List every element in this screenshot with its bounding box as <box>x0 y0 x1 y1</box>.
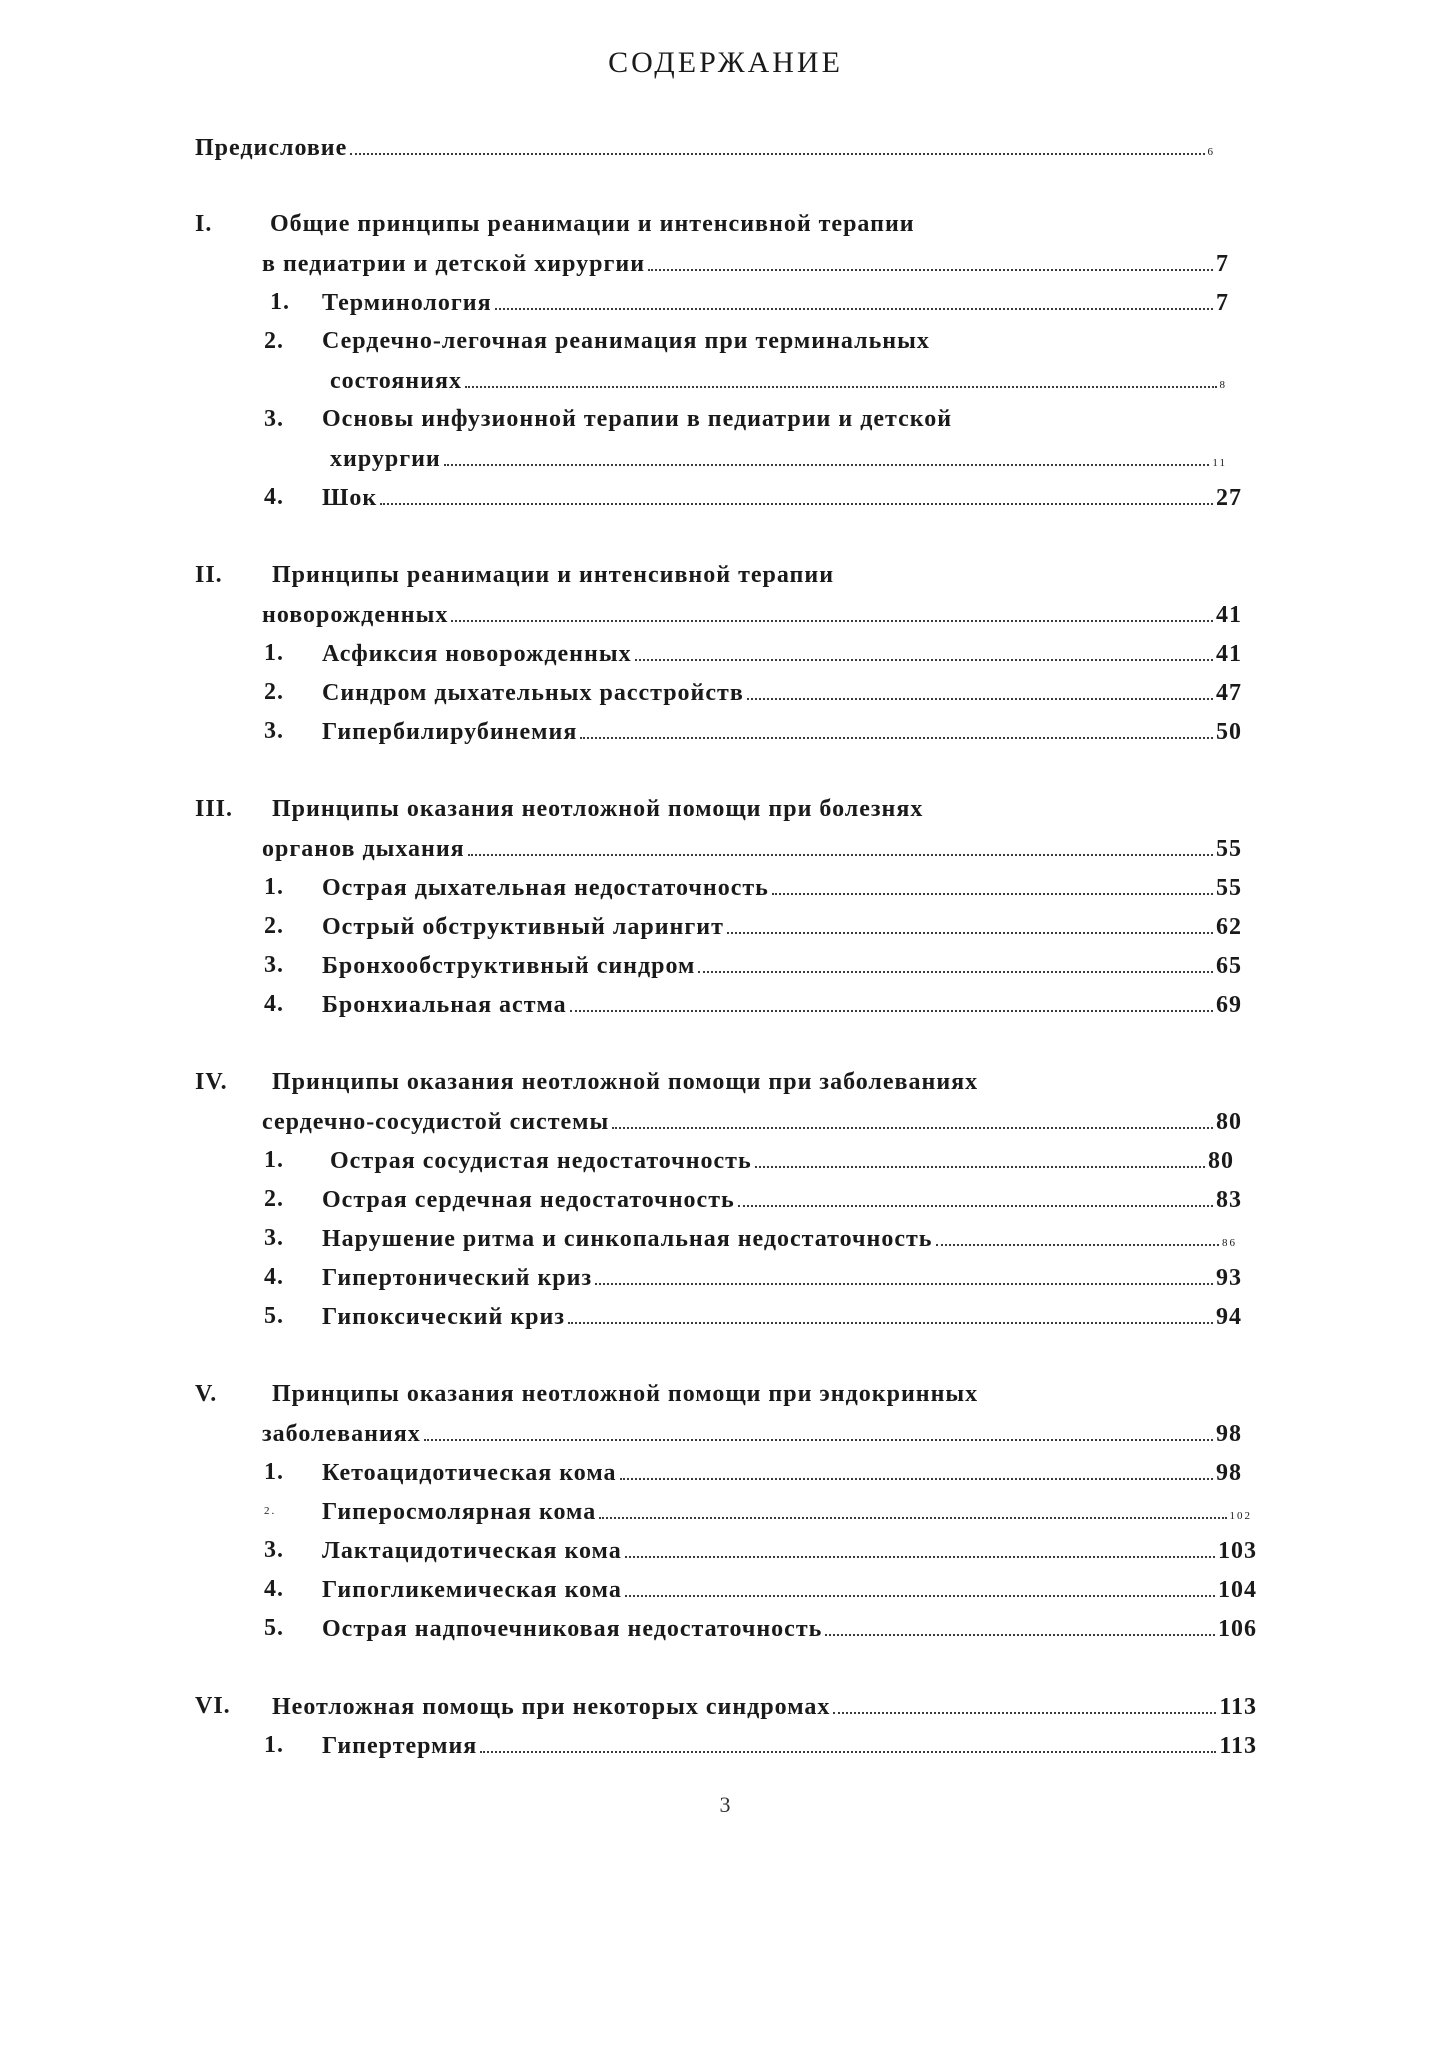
item-number: 2. <box>264 328 284 354</box>
toc-entry <box>322 1494 1252 1528</box>
toc-entry-label: Шок <box>322 485 378 511</box>
toc-entry-chapter <box>262 1416 1242 1450</box>
dot-leader <box>480 1728 1216 1753</box>
chapter-title: Принципы оказания неотложной помощи при заболеваниях <box>272 1069 979 1095</box>
toc-entry-label: Острая дыхательная недостаточность <box>322 875 769 901</box>
item-number: 1. <box>264 640 284 666</box>
dot-leader <box>698 948 1213 973</box>
toc-entry-label: Асфиксия новорожденных <box>322 641 632 667</box>
dot-leader <box>495 285 1213 310</box>
toc-entry-label: Терминология <box>322 290 492 316</box>
toc-page-number: 113 <box>1219 1733 1257 1759</box>
toc-entry <box>322 480 1242 514</box>
toc-page-number: 80 <box>1216 1109 1242 1135</box>
toc-entry <box>322 909 1242 943</box>
toc-entry <box>322 987 1242 1021</box>
chapter-title-cont: новорожденных <box>262 602 449 628</box>
item-number: 4. <box>264 991 284 1017</box>
toc-entry <box>322 1572 1257 1606</box>
dot-leader <box>465 363 1217 388</box>
toc-entry-label: Острая надпочечниковая недостаточность <box>322 1616 823 1642</box>
item-number: 3. <box>264 952 284 978</box>
toc-entry <box>322 714 1242 748</box>
toc-entry-preface <box>195 130 1215 164</box>
dot-leader <box>350 130 1204 155</box>
toc-entry-label: Предисловие <box>195 135 348 161</box>
toc-entry <box>322 870 1242 904</box>
item-number: 4. <box>264 1264 284 1290</box>
toc-entry-label-cont: хирургии <box>330 446 441 472</box>
toc-page-number: 55 <box>1216 836 1242 862</box>
item-number: 2. <box>264 913 284 939</box>
toc-page-number: 83 <box>1216 1187 1242 1213</box>
dot-leader <box>625 1572 1215 1597</box>
item-number: 3. <box>264 1537 284 1563</box>
toc-page-number: 11 <box>1212 457 1227 469</box>
toc-entry-label-cont: состояниях <box>330 368 462 394</box>
toc-entry-label: Острая сосудистая недостаточность <box>330 1148 752 1174</box>
toc-page-number: 104 <box>1218 1577 1257 1603</box>
toc-entry-label: Синдром дыхательных расстройств <box>322 680 744 706</box>
toc-entry-label: Гиперосмолярная кома <box>322 1499 597 1525</box>
toc-page-number: 62 <box>1216 914 1242 940</box>
toc-page-number: 69 <box>1216 992 1242 1018</box>
item-number: 3. <box>264 718 284 744</box>
dot-leader <box>625 1533 1215 1558</box>
chapter-title-cont: в педиатрии и детской хирургии <box>262 251 646 277</box>
toc-entry-label: Основы инфузионной терапии в педиатрии и детской <box>322 406 953 432</box>
chapter-title-cont: сердечно-сосудистой системы <box>262 1109 610 1135</box>
dot-leader <box>747 675 1213 700</box>
toc-page-number: 41 <box>1216 602 1242 628</box>
dot-leader <box>772 870 1213 895</box>
item-number: 2. <box>264 679 284 705</box>
toc-entry <box>322 1299 1242 1333</box>
toc-entry-chapter <box>262 1104 1242 1138</box>
toc-entry <box>322 1728 1257 1762</box>
toc-entry-label: Гипертермия <box>322 1733 478 1759</box>
toc-page-number: 27 <box>1216 485 1242 511</box>
toc-entry-label: Лактацидотическая кома <box>322 1538 622 1564</box>
toc-entry <box>322 1260 1242 1294</box>
item-number: 3. <box>264 406 284 432</box>
toc-page-number: 93 <box>1216 1265 1242 1291</box>
toc-page-number: 47 <box>1216 680 1242 706</box>
dot-leader <box>380 480 1213 505</box>
toc-entry <box>322 675 1242 709</box>
dot-leader <box>936 1221 1220 1246</box>
chapter-title: Принципы реанимации и интенсивной терапии <box>272 562 835 588</box>
toc-page-number: 94 <box>1216 1304 1242 1330</box>
dot-leader <box>833 1689 1216 1714</box>
item-number: 5. <box>264 1303 284 1329</box>
toc-entry-chapter <box>272 1689 1257 1723</box>
chapter-title: Неотложная помощь при некоторых синдромах <box>272 1694 831 1720</box>
toc-entry-chapter <box>262 597 1242 631</box>
toc-page-number: 55 <box>1216 875 1242 901</box>
toc-entry-label: Острая сердечная недостаточность <box>322 1187 735 1213</box>
chapter-title-cont: заболеваниях <box>262 1421 421 1447</box>
dot-leader <box>635 636 1213 661</box>
dot-leader <box>612 1104 1213 1129</box>
dot-leader <box>570 987 1213 1012</box>
toc-page-number: 7 <box>1216 251 1229 277</box>
toc-entry <box>322 1221 1237 1255</box>
toc-page-number: 86 <box>1222 1237 1237 1249</box>
item-number: 4. <box>264 484 284 510</box>
toc-entry <box>322 636 1242 670</box>
toc-entry-label: Острый обструктивный ларингит <box>322 914 724 940</box>
toc-page-number: 106 <box>1218 1616 1257 1642</box>
item-number: 1. <box>264 1459 284 1485</box>
toc-page-number: 50 <box>1216 719 1242 745</box>
item-number: 1. <box>264 1732 284 1758</box>
toc-page-number: 80 <box>1208 1148 1234 1174</box>
toc-page-number: 98 <box>1216 1460 1242 1486</box>
dot-leader <box>599 1494 1226 1519</box>
dot-leader <box>580 714 1213 739</box>
dot-leader <box>825 1611 1215 1636</box>
item-number: 4. <box>264 1576 284 1602</box>
toc-page-number: 41 <box>1216 641 1242 667</box>
dot-leader <box>620 1455 1213 1480</box>
chapter-number: VI. <box>195 1693 231 1719</box>
chapter-number: III. <box>195 796 234 822</box>
item-number: 2. <box>264 1505 277 1517</box>
toc-entry-chapter <box>262 831 1242 865</box>
dot-leader <box>568 1299 1213 1324</box>
chapter-title: Принципы оказания неотложной помощи при болезнях <box>272 796 924 822</box>
item-number: 2. <box>264 1186 284 1212</box>
toc-entry <box>322 948 1242 982</box>
chapter-number: I. <box>195 211 213 237</box>
page-number: 3 <box>719 1792 732 1817</box>
toc-entry <box>322 1533 1257 1567</box>
toc-entry <box>322 1611 1257 1645</box>
toc-page-number: 6 <box>1207 146 1215 158</box>
toc-entry-label: Гипертонический криз <box>322 1265 593 1291</box>
dot-leader <box>595 1260 1213 1285</box>
toc-entry <box>330 441 1227 475</box>
chapter-title: Общие принципы реанимации и интенсивной терапии <box>270 211 915 237</box>
dot-leader <box>468 831 1213 856</box>
dot-leader <box>424 1416 1213 1441</box>
toc-page-number: 65 <box>1216 953 1242 979</box>
item-number: 1. <box>264 874 284 900</box>
toc-entry-label: Бронхообструктивный синдром <box>322 953 696 979</box>
toc-entry <box>322 1182 1242 1216</box>
toc-entry-label: Кетоацидотическая кома <box>322 1460 617 1486</box>
chapter-number: V. <box>195 1381 218 1407</box>
toc-entry-label: Гипоксический криз <box>322 1304 565 1330</box>
toc-page-number: 98 <box>1216 1421 1242 1447</box>
dot-leader <box>648 246 1213 271</box>
chapter-number: II. <box>195 562 223 588</box>
chapter-title: Принципы оказания неотложной помощи при эндокринных <box>272 1381 979 1407</box>
toc-page-number: 103 <box>1218 1538 1257 1564</box>
toc-entry-label: Бронхиальная астма <box>322 992 567 1018</box>
toc-page-number: 102 <box>1229 1510 1252 1522</box>
toc-entry-label: Гипербилирубинемия <box>322 719 578 745</box>
toc-page-number: 7 <box>1216 290 1229 316</box>
page-title: СОДЕРЖАНИЕ <box>608 46 843 79</box>
chapter-number: IV. <box>195 1069 228 1095</box>
dot-leader <box>444 441 1210 466</box>
toc-entry <box>322 1455 1242 1489</box>
toc-entry <box>330 363 1227 397</box>
dot-leader <box>755 1143 1205 1168</box>
toc-entry <box>330 1143 1234 1177</box>
item-number: 1. <box>270 289 290 315</box>
item-number: 1. <box>264 1147 284 1173</box>
dot-leader <box>738 1182 1213 1207</box>
toc-entry-label: Сердечно-легочная реанимация при терминальных <box>322 328 930 354</box>
toc-entry-label: Гипогликемическая кома <box>322 1577 622 1603</box>
toc-page-number: 113 <box>1219 1694 1257 1720</box>
toc-page-number: 8 <box>1219 379 1227 391</box>
item-number: 3. <box>264 1225 284 1251</box>
toc-entry-chapter <box>262 246 1229 280</box>
dot-leader <box>727 909 1213 934</box>
chapter-title-cont: органов дыхания <box>262 836 465 862</box>
dot-leader <box>451 597 1213 622</box>
item-number: 5. <box>264 1615 284 1641</box>
toc-entry <box>322 285 1229 319</box>
toc-entry-label: Нарушение ритма и синкопальная недостаточность <box>322 1226 933 1252</box>
